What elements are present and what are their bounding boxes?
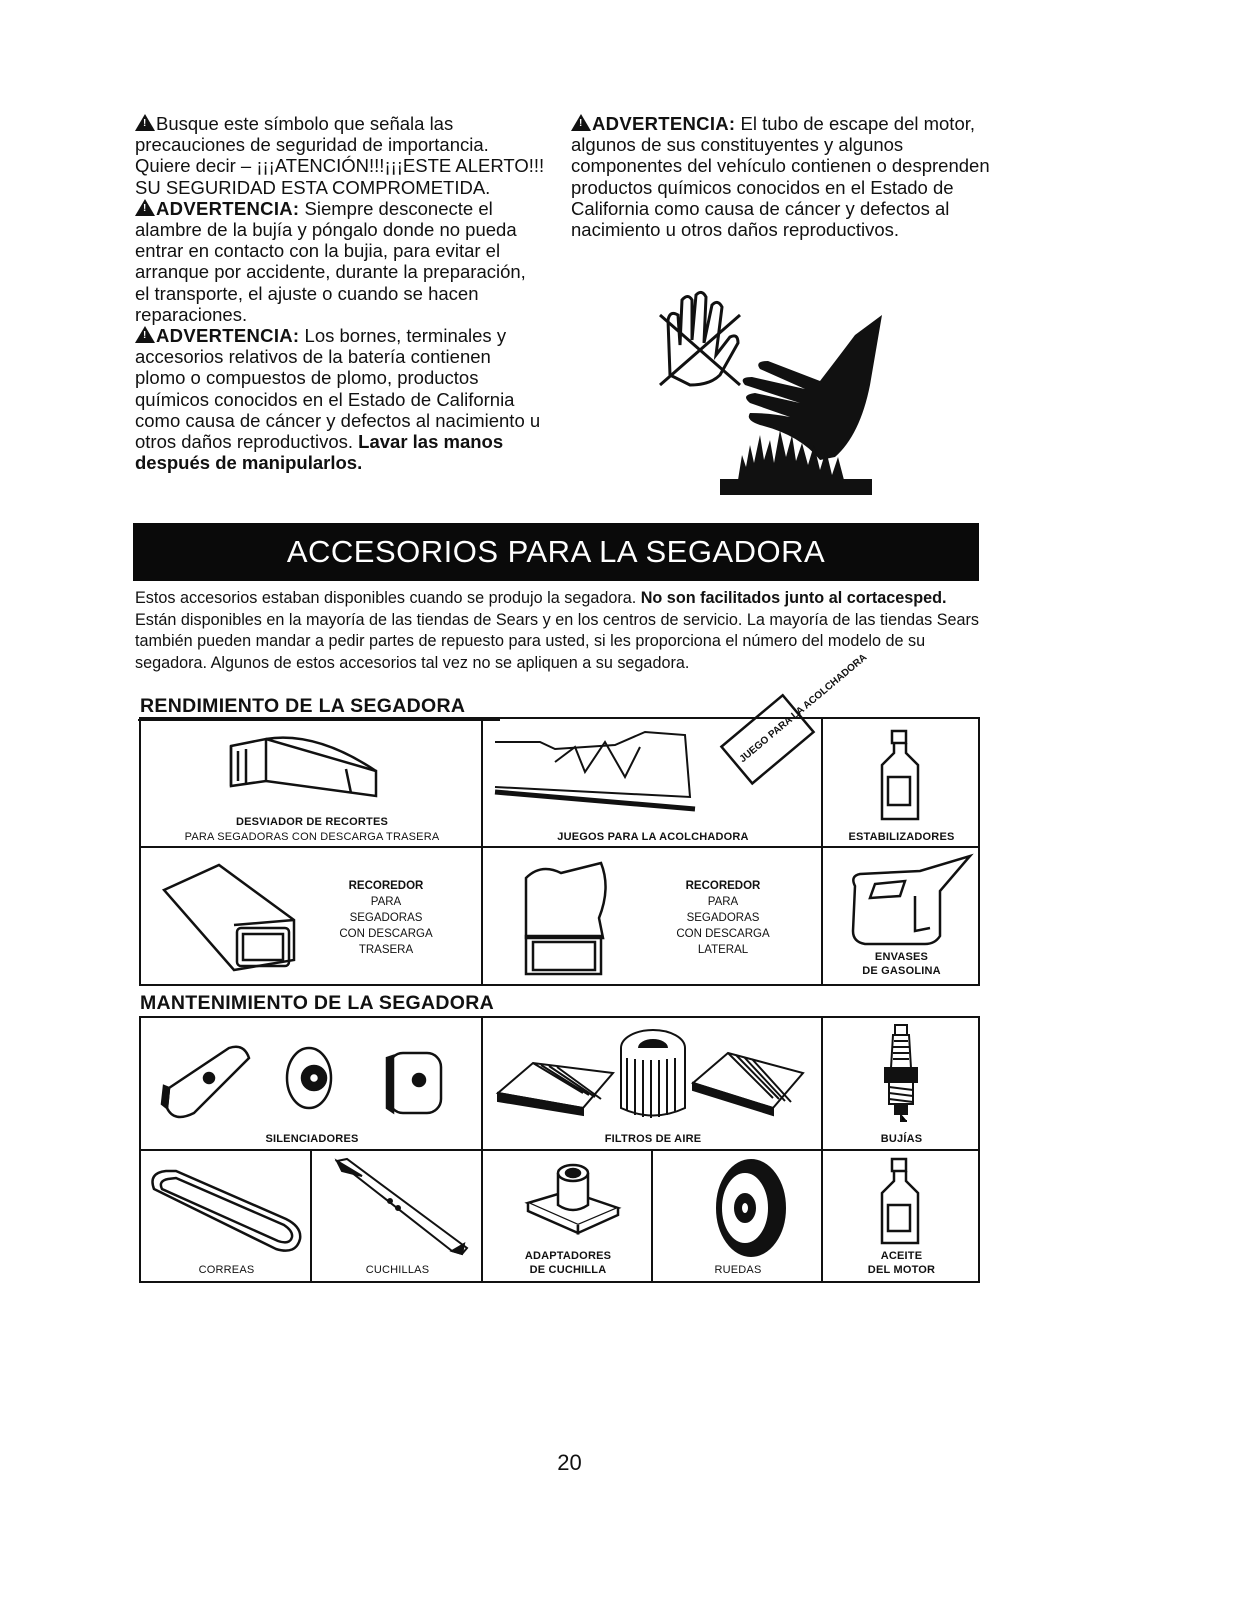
blades-label: CUCHILLAS xyxy=(365,1264,430,1276)
clipping-deflector-icon xyxy=(226,731,401,801)
oil-label-1: ACEITE xyxy=(880,1250,923,1262)
stabilizers-cell xyxy=(823,719,980,848)
spark-plug-warning: !ADVERTENCIA: Siempre desconecte el alambre de la bujía y póngalo donde no pueda entrar en contacto con la bujia, para evitar el arranque por accidente, durante la preparación, el transporte, el ajuste o cuando se hacen reparaciones. xyxy=(135,198,545,325)
oil-bottle-icon xyxy=(878,1157,922,1245)
side-bag-icon xyxy=(521,858,611,978)
adapters-label-2: DE CUCHILLA xyxy=(529,1264,607,1276)
deflector-cell xyxy=(141,719,483,848)
mulch-kit-cell xyxy=(483,652,870,848)
mufflers-cell xyxy=(141,1018,483,1151)
deflector-label-1: DESVIADOR DE RECORTES xyxy=(235,816,389,828)
warning-triangle-icon xyxy=(135,326,155,343)
adapters-label-1: ADAPTADORES xyxy=(524,1250,612,1262)
air-filters-icon xyxy=(493,1023,813,1128)
engine-oil-cell xyxy=(823,1151,980,1281)
warnings-right-column xyxy=(571,113,991,240)
maintenance-heading: MANTENIMIENTO DE LA SEGADORA xyxy=(140,992,494,1014)
warning-triangle-icon xyxy=(135,199,155,216)
symbol-explanation: !Busque este símbolo que señala las precauciones de seguridad de importancia. Quiere decir – ¡¡¡ATENCIÓN!!!¡¡¡ESTE ALERTO!!! SU SEGURIDAD ESTA COMPROMETIDA. xyxy=(135,113,545,198)
exhaust-warning: !ADVERTENCIA: El tubo de escape del motor, algunos de sus constituyentes y algunos componentes del vehículo contienen o desprenden productos químicos conocidos en el Estado de California como causa de cáncer y defectos al nacimiento u otros daños reproductivos. xyxy=(571,113,991,240)
spark-plug-icon xyxy=(881,1023,921,1128)
belt-icon xyxy=(146,1161,306,1256)
air-filters-label: FILTROS DE AIRE xyxy=(604,1133,702,1145)
blade-adapter-icon xyxy=(523,1163,623,1243)
spark-plugs-label: BUJÍAS xyxy=(880,1133,923,1145)
belts-label: CORREAS xyxy=(198,1264,255,1276)
stabilizers-label: ESTABILIZADORES xyxy=(848,831,955,843)
wheels-cell xyxy=(653,1151,823,1281)
warning-triangle-icon xyxy=(571,114,591,131)
mulching-kit-icon xyxy=(495,652,870,827)
belts-cell xyxy=(141,1151,312,1281)
rear-bag-icon xyxy=(159,860,299,972)
page-number: 20 xyxy=(557,1450,582,1475)
wheels-label: RUEDAS xyxy=(714,1264,762,1276)
hand-burn-hazard-icon xyxy=(650,285,890,500)
blade-adapters-cell xyxy=(483,1151,653,1281)
battery-warning: !ADVERTENCIA: Los bornes, terminales y accesorios relativos de la batería contienen plomo o compuestos de plomo, productos químicos conocidos en el Estado de California como causa de cáncer y defectos al nacimiento u otros daños reproductivos. Lavar las manos después de manipularlos. xyxy=(135,325,545,473)
oil-label-2: DEL MOTOR xyxy=(867,1264,936,1276)
mulch-kit-box-text: JUEGO PARA LA ACOLCHADORA xyxy=(737,652,870,766)
warning-triangle-icon xyxy=(135,114,155,131)
rear-bag-cell xyxy=(141,848,483,984)
intro-paragraph: Estos accesorios estaban disponibles cuando se produjo la segadora. No son facilitados junto al cortacesped. Están disponibles en la mayoría de las tiendas de Sears y en los centros de servicio. La mayoría de las tiendas Sears también pueden mandar a pedir partes de repuesto para usted, si les proporciona el número del modelo de su segadora. Algunos de estos accesorios tal vez no se apliquen a su segadora. xyxy=(135,589,980,672)
mulch-kit-label: JUEGOS PARA LA ACOLCHADORA xyxy=(557,831,749,843)
blade-icon xyxy=(332,1156,472,1256)
stabilizer-bottle-icon xyxy=(878,729,922,821)
gas-can-icon xyxy=(845,856,975,946)
maintenance-grid xyxy=(139,1016,980,1283)
rear-bag-label: RECOREDOR PARA SEGADORAS CON DESCARGA TRASERA xyxy=(339,880,433,956)
spark-plugs-cell xyxy=(823,1018,980,1151)
side-bag-cell xyxy=(483,848,823,984)
air-filters-cell xyxy=(483,1018,823,1151)
warnings-left-column xyxy=(135,113,545,473)
wheel-icon xyxy=(703,1156,793,1266)
gas-cans-label-1: ENVASES xyxy=(874,951,929,963)
performance-heading: RENDIMIENTO DE LA SEGADORA xyxy=(140,695,466,717)
blades-cell xyxy=(312,1151,483,1281)
gas-cans-label-2: DE GASOLINA xyxy=(862,965,941,977)
deflector-label-2: PARA SEGADORAS CON DESCARGA TRASERA xyxy=(184,831,440,843)
mufflers-icon xyxy=(159,1028,459,1128)
gas-cans-cell xyxy=(823,848,980,984)
mufflers-label: SILENCIADORES xyxy=(265,1133,359,1145)
side-bag-label: RECOREDOR PARA SEGADORAS CON DESCARGA LATERAL xyxy=(676,880,770,956)
accessories-banner: ACCESORIOS PARA LA SEGADORA xyxy=(133,523,979,581)
